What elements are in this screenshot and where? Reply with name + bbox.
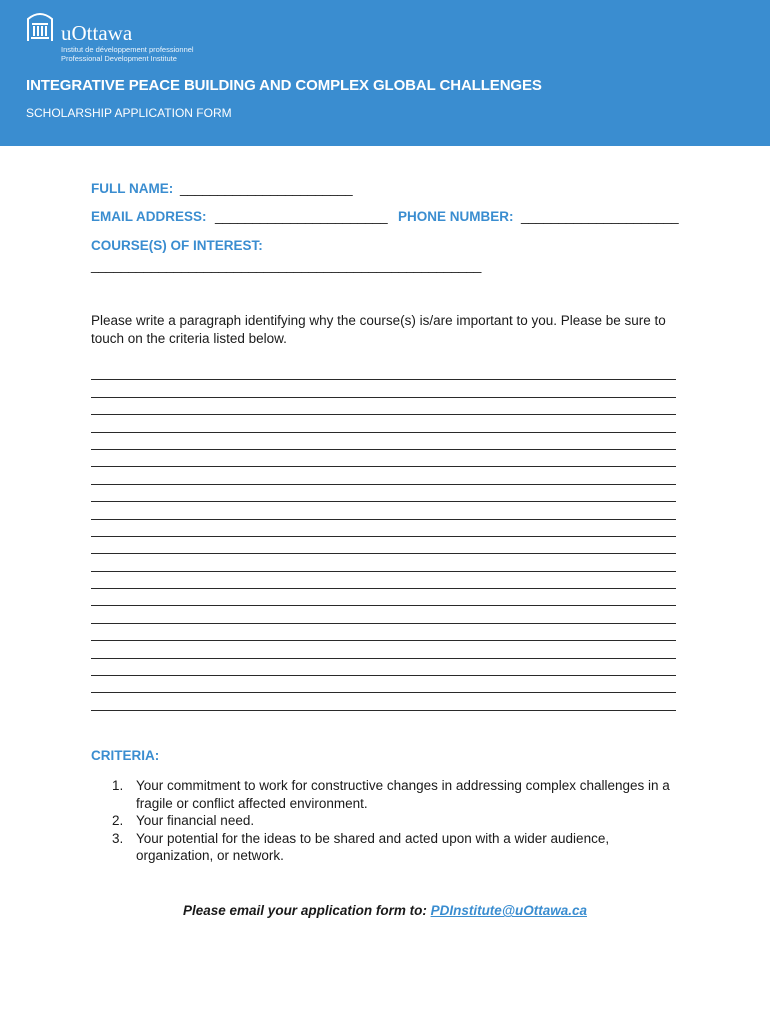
answer-line[interactable] [91, 485, 676, 502]
criteria-item [112, 812, 682, 830]
phone-label: PHONE NUMBER: [398, 209, 514, 224]
answer-line[interactable] [91, 537, 676, 554]
criteria-text: Your commitment to work for constructive changes in addressing complex challenges in a fragile or conflict affected environment. [136, 778, 670, 811]
courses-label: COURSE(S) OF INTEREST: [91, 238, 263, 253]
university-building-icon [26, 11, 54, 43]
criteria-item [112, 777, 682, 812]
criteria-number: 2. [112, 813, 124, 828]
logo-subtitle-fr: Institut de développement professionnel [61, 45, 194, 54]
answer-line[interactable] [91, 572, 676, 589]
header-banner [0, 0, 770, 146]
answer-line[interactable] [91, 693, 676, 710]
criteria-number: 3. [112, 830, 124, 846]
full-name-label: FULL NAME: [91, 181, 174, 196]
answer-line[interactable] [91, 450, 676, 467]
criteria-text: Your financial need. [136, 813, 255, 828]
answer-line[interactable] [91, 380, 676, 397]
full-name-field[interactable]: _______________________ [180, 181, 353, 196]
answer-line[interactable] [91, 398, 676, 415]
email-label: EMAIL ADDRESS: [91, 209, 207, 224]
answer-line[interactable] [91, 554, 676, 571]
criteria-list [112, 777, 682, 865]
page-subtitle: SCHOLARSHIP APPLICATION FORM [26, 106, 232, 120]
answer-line[interactable] [91, 502, 676, 519]
criteria-number: 1. [112, 778, 124, 793]
answer-line[interactable] [91, 520, 676, 537]
email-field[interactable]: _______________________ [215, 209, 388, 224]
answer-line[interactable] [91, 363, 676, 380]
answer-line[interactable] [91, 676, 676, 693]
answer-line[interactable] [91, 641, 676, 658]
answer-line[interactable] [91, 659, 676, 676]
phone-field[interactable]: _____________________ [521, 209, 679, 224]
logo-name: uOttawa [61, 21, 133, 45]
email-link[interactable]: PDInstitute@uOttawa.ca [430, 903, 587, 918]
answer-area[interactable] [91, 363, 676, 711]
courses-field[interactable]: ____________________________________________________ [91, 258, 482, 273]
answer-line[interactable] [91, 589, 676, 606]
criteria-heading: CRITERIA: [91, 748, 160, 763]
criteria-item [112, 830, 682, 865]
answer-line[interactable] [91, 467, 676, 484]
criteria-text: Your potential for the ideas to be shared and acted upon with a wider audience, organization, or network. [136, 830, 610, 863]
page-title: INTEGRATIVE PEACE BUILDING AND COMPLEX GLOBAL CHALLENGES [26, 77, 542, 94]
answer-line[interactable] [91, 624, 676, 641]
logo-subtitle-en: Professional Development Institute [61, 54, 177, 63]
submission-note [0, 903, 770, 918]
paragraph-prompt: Please write a paragraph identifying why the course(s) is/are important to you. Please be sure to touch on the criteria listed below. [91, 313, 666, 346]
answer-line[interactable] [91, 433, 676, 450]
answer-line[interactable] [91, 415, 676, 432]
answer-line[interactable] [91, 606, 676, 623]
submission-text: Please email your application form to: [183, 903, 431, 918]
